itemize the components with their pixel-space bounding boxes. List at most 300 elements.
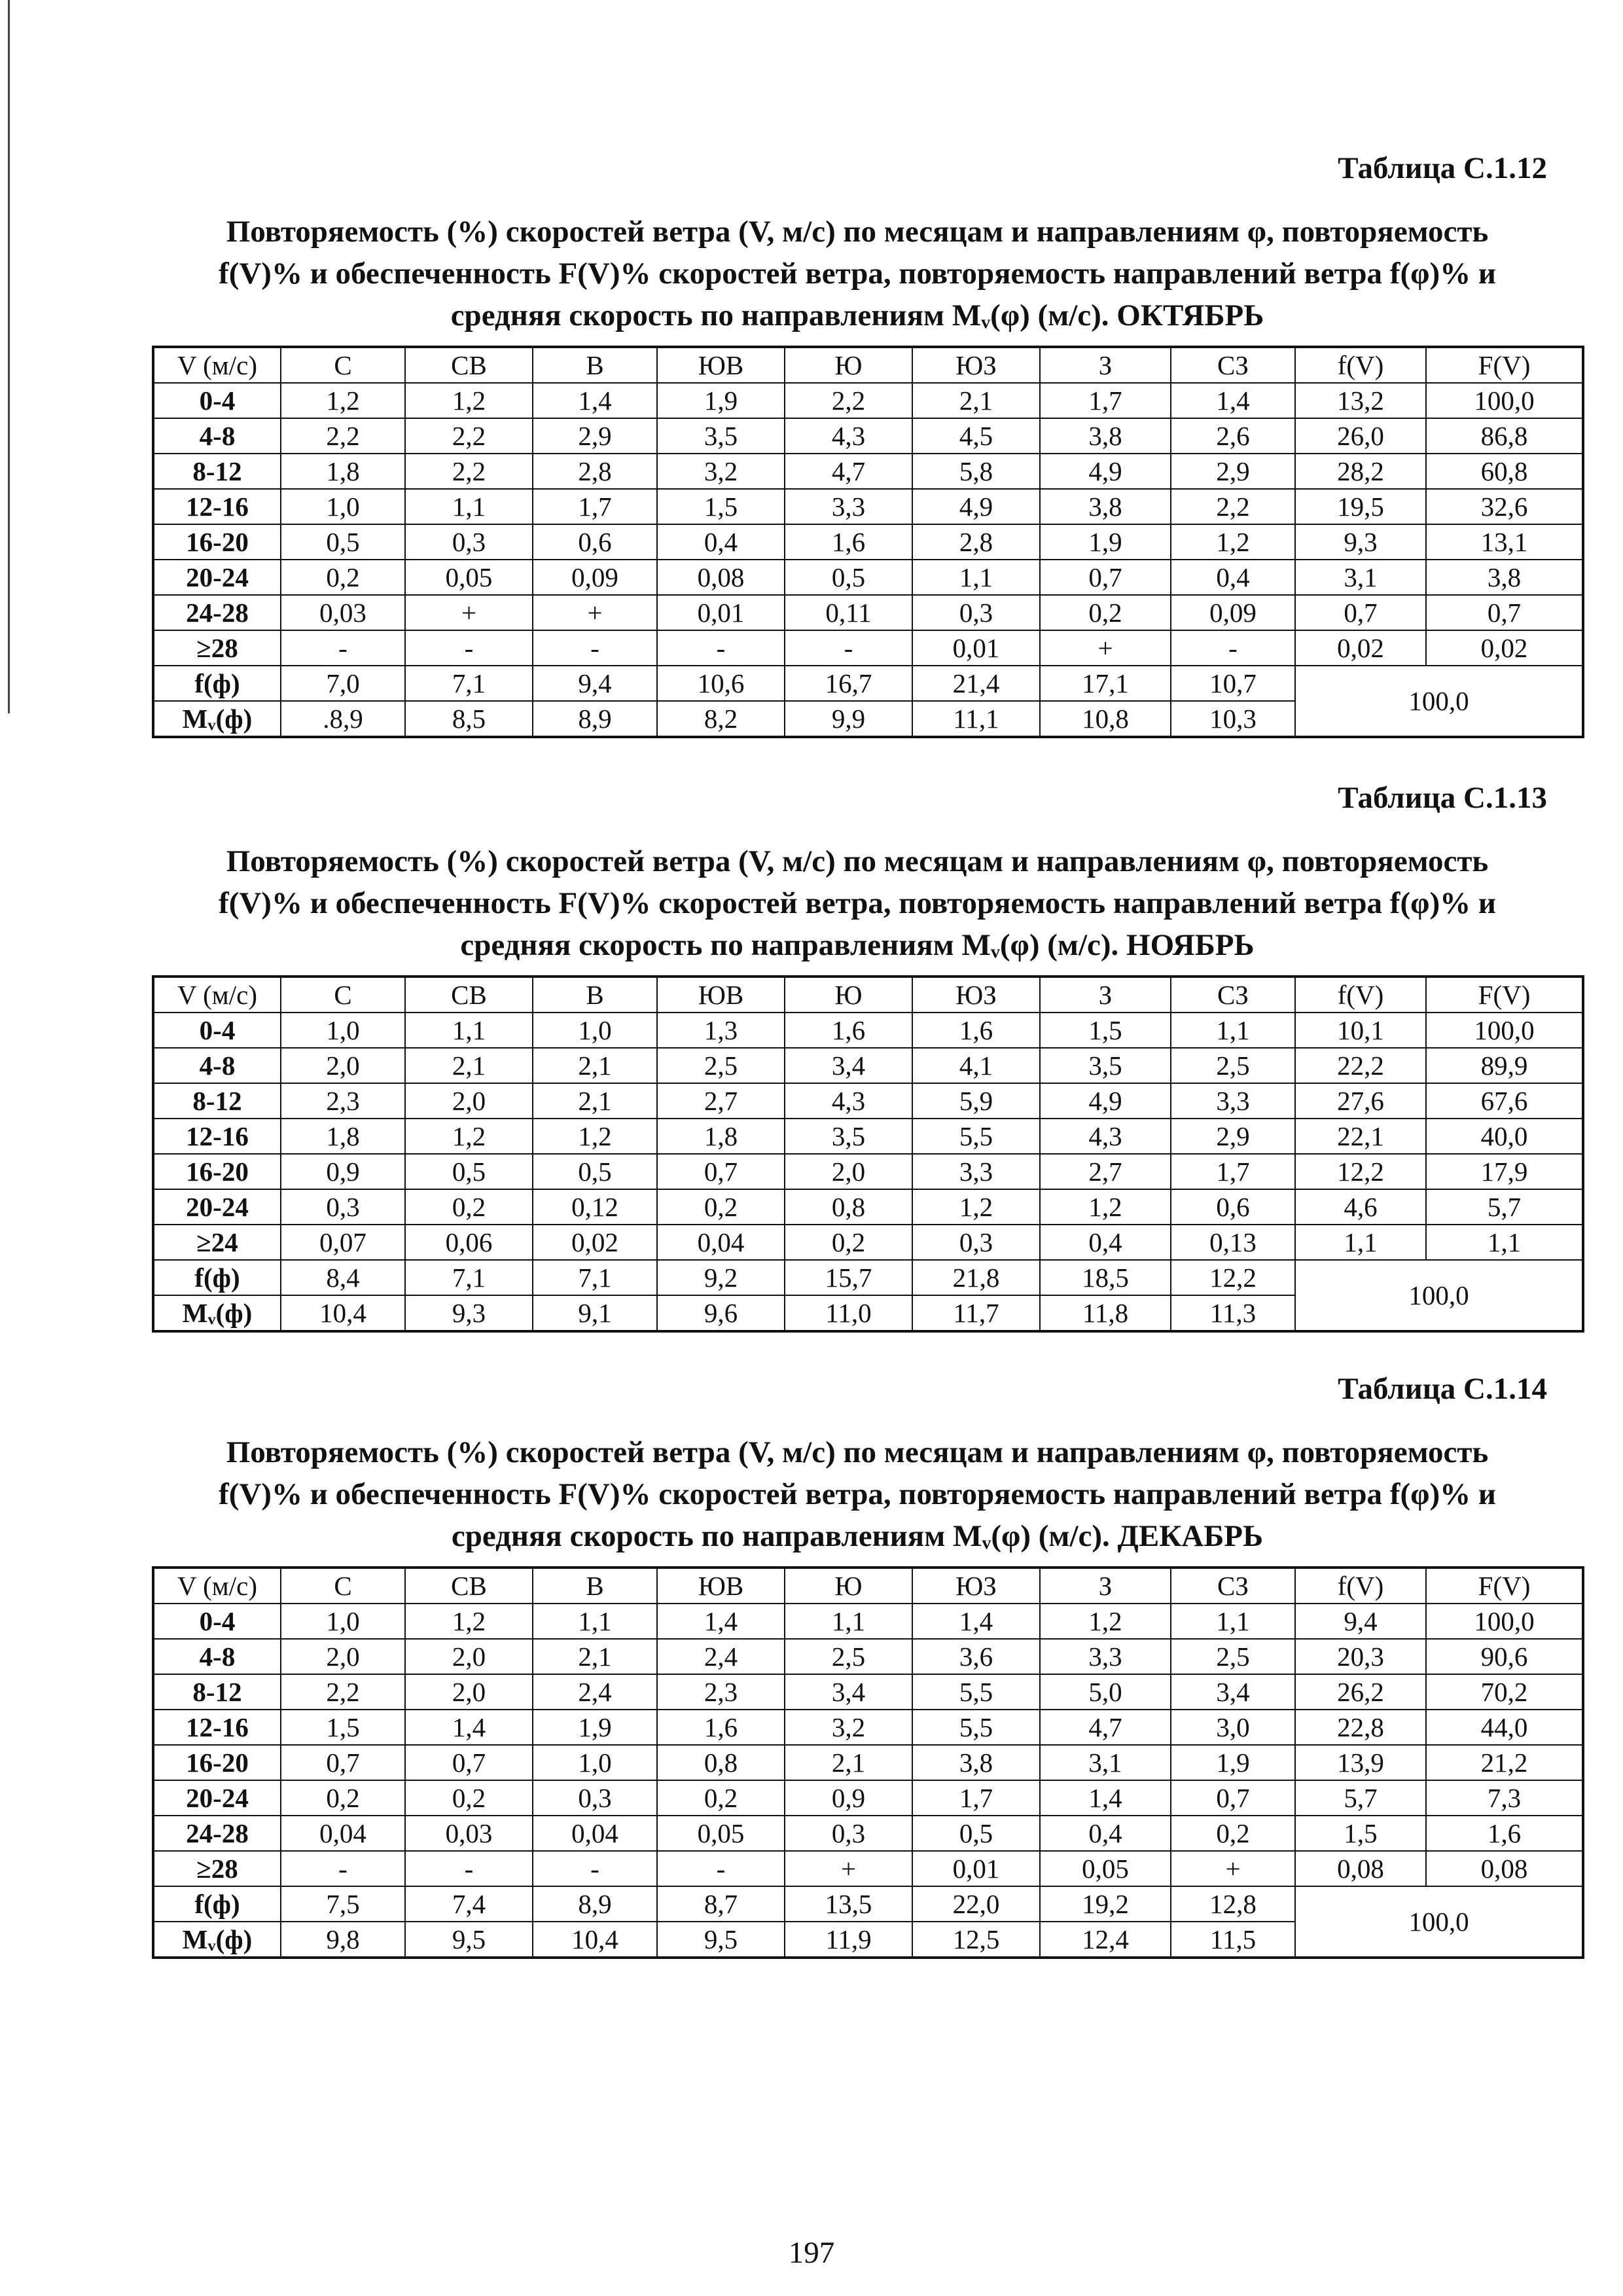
table-cell: 2,0 xyxy=(785,1154,912,1189)
table-cell: 11,3 xyxy=(1171,1295,1295,1331)
table-cell: - xyxy=(281,630,405,666)
table-cell: 11,1 xyxy=(912,701,1040,737)
table-cell: 9,2 xyxy=(657,1260,785,1295)
table-row xyxy=(153,1048,1583,1083)
table-cell: 2,6 xyxy=(1171,418,1295,454)
table-cell: 1,0 xyxy=(281,489,405,524)
table-cell: 0,3 xyxy=(912,1225,1040,1260)
table-cell: 1,4 xyxy=(533,383,657,418)
table-title xyxy=(164,1431,1551,1557)
table-cell: - xyxy=(1171,630,1295,666)
direction-frequency-row xyxy=(153,666,1583,701)
table-cell: 2,1 xyxy=(533,1083,657,1119)
table-row xyxy=(153,1710,1583,1745)
table-cell: 0,01 xyxy=(657,595,785,630)
title-line: средняя скорость по направлениям Mᵥ(φ) (м/с). ОКТЯБРЬ xyxy=(450,298,1264,332)
table-number: Таблица С.1.14 xyxy=(1338,1372,1547,1406)
table-cell: 10,1 xyxy=(1295,1013,1426,1048)
table-cell: 0,08 xyxy=(1426,1851,1583,1886)
table-cell: 3,4 xyxy=(1171,1674,1295,1710)
table-cell: 0,2 xyxy=(657,1780,785,1816)
table-cell: 0,11 xyxy=(785,595,912,630)
table-row xyxy=(153,383,1583,418)
table-cell: 1,8 xyxy=(281,1119,405,1154)
title-line: Повторяемость (%) скоростей ветра (V, м/с) по месяцам и направлениям φ, повторяемость xyxy=(226,215,1489,249)
table-cell: + xyxy=(533,595,657,630)
table-cell: 0,7 xyxy=(1295,595,1426,630)
table-cell: 8,7 xyxy=(657,1886,785,1922)
table-cell: 22,1 xyxy=(1295,1119,1426,1154)
table-cell: 9,1 xyxy=(533,1295,657,1331)
table-cell: 1,0 xyxy=(281,1604,405,1639)
title-line: средняя скорость по направлениям Mᵥ(φ) (м/с). НОЯБРЬ xyxy=(460,928,1255,962)
table-cell: 1,4 xyxy=(912,1604,1040,1639)
table-cell: 11,5 xyxy=(1171,1922,1295,1958)
table-cell: 60,8 xyxy=(1426,454,1583,489)
table-cell: 9,5 xyxy=(405,1922,533,1958)
table-cell: 3,1 xyxy=(1040,1745,1171,1780)
table-cell: 3,6 xyxy=(912,1639,1040,1674)
row-label: f(ф) xyxy=(153,1260,281,1295)
table-cell: 15,7 xyxy=(785,1260,912,1295)
table-cell: 0,2 xyxy=(281,560,405,595)
column-header: СВ xyxy=(405,977,533,1013)
table-cell: 1,2 xyxy=(1171,524,1295,560)
table-cell: 7,5 xyxy=(281,1886,405,1922)
table-cell: 0,04 xyxy=(281,1816,405,1851)
table-cell: 2,5 xyxy=(1171,1048,1295,1083)
table-cell: 1,7 xyxy=(1040,383,1171,418)
table-row xyxy=(153,1013,1583,1048)
table-cell: 2,4 xyxy=(657,1639,785,1674)
table-cell: 0,2 xyxy=(657,1189,785,1225)
table-cell: 40,0 xyxy=(1426,1119,1583,1154)
table-cell: 19,2 xyxy=(1040,1886,1171,1922)
table-row xyxy=(153,1745,1583,1780)
table-cell: 4,9 xyxy=(1040,454,1171,489)
table-cell: 1,2 xyxy=(912,1189,1040,1225)
column-header: С xyxy=(281,1568,405,1604)
table-cell: 3,4 xyxy=(785,1048,912,1083)
table-number: Таблица С.1.13 xyxy=(1338,781,1547,815)
table-cell: - xyxy=(405,630,533,666)
table-cell: 21,2 xyxy=(1426,1745,1583,1780)
table-cell: 0,01 xyxy=(912,630,1040,666)
table-cell: 1,4 xyxy=(1171,383,1295,418)
table-row xyxy=(153,1604,1583,1639)
table-row xyxy=(153,489,1583,524)
table-number: Таблица С.1.12 xyxy=(1338,151,1547,185)
table-cell: 0,4 xyxy=(1040,1225,1171,1260)
table-cell: 0,04 xyxy=(657,1225,785,1260)
table-cell: 1,2 xyxy=(1040,1604,1171,1639)
table-cell: 7,3 xyxy=(1426,1780,1583,1816)
table-cell: 3,1 xyxy=(1295,560,1426,595)
table-row xyxy=(153,1780,1583,1816)
table-cell: 2,1 xyxy=(533,1048,657,1083)
table-cell: 0,2 xyxy=(785,1225,912,1260)
table-cell: 3,5 xyxy=(1040,1048,1171,1083)
direction-frequency-row xyxy=(153,1260,1583,1295)
table-cell: 10,3 xyxy=(1171,701,1295,737)
table-cell: 1,1 xyxy=(1295,1225,1426,1260)
table-cell: 0,2 xyxy=(405,1189,533,1225)
table-cell: 3,2 xyxy=(785,1710,912,1745)
table-cell: 12,8 xyxy=(1171,1886,1295,1922)
table-cell: 1,5 xyxy=(1295,1816,1426,1851)
table-cell: 1,5 xyxy=(657,489,785,524)
speed-range-cell: 0-4 xyxy=(153,383,281,418)
column-header: F(V) xyxy=(1426,977,1583,1013)
table-cell: 2,0 xyxy=(281,1048,405,1083)
table-cell: 0,08 xyxy=(1295,1851,1426,1886)
table-cell: 0,6 xyxy=(533,524,657,560)
table-cell: 21,4 xyxy=(912,666,1040,701)
table-cell: 3,4 xyxy=(785,1674,912,1710)
table-cell: 3,5 xyxy=(785,1119,912,1154)
table-cell: 2,2 xyxy=(281,418,405,454)
table-cell: + xyxy=(1040,630,1171,666)
speed-range-cell: ≥28 xyxy=(153,1851,281,1886)
table-cell: 3,8 xyxy=(912,1745,1040,1780)
table-cell: 2,7 xyxy=(657,1083,785,1119)
column-header: СЗ xyxy=(1171,977,1295,1013)
table-cell: 0,12 xyxy=(533,1189,657,1225)
table-cell: 2,7 xyxy=(1040,1154,1171,1189)
scan-edge-line xyxy=(8,0,10,713)
speed-range-cell: 8-12 xyxy=(153,1083,281,1119)
column-header: СЗ xyxy=(1171,347,1295,383)
table-cell: 1,1 xyxy=(912,560,1040,595)
table-cell: 0,3 xyxy=(785,1816,912,1851)
title-line: средняя скорость по направлениям Mᵥ(φ) (м/с). ДЕКАБРЬ xyxy=(451,1519,1264,1553)
table-cell: 3,3 xyxy=(785,489,912,524)
speed-range-cell: 20-24 xyxy=(153,1780,281,1816)
table-cell: 1,2 xyxy=(281,383,405,418)
table-cell: 0,7 xyxy=(1040,560,1171,595)
table-cell: 0,02 xyxy=(1426,630,1583,666)
table-cell: 1,0 xyxy=(533,1745,657,1780)
table-cell: 0,03 xyxy=(281,595,405,630)
table-cell: 11,9 xyxy=(785,1922,912,1958)
table-cell: 4,9 xyxy=(1040,1083,1171,1119)
speed-range-cell: 12-16 xyxy=(153,1119,281,1154)
table-cell: 4,9 xyxy=(912,489,1040,524)
column-header: СЗ xyxy=(1171,1568,1295,1604)
table-cell: 4,3 xyxy=(785,1083,912,1119)
table-cell: .8,9 xyxy=(281,701,405,737)
speed-range-cell: 12-16 xyxy=(153,1710,281,1745)
column-header: f(V) xyxy=(1295,347,1426,383)
table-cell: 0,3 xyxy=(405,524,533,560)
table-cell: 0,07 xyxy=(281,1225,405,1260)
table-row xyxy=(153,630,1583,666)
table-cell: 2,9 xyxy=(533,418,657,454)
speed-range-cell: 0-4 xyxy=(153,1013,281,1048)
column-header: ЮВ xyxy=(657,977,785,1013)
table-cell: 8,9 xyxy=(533,1886,657,1922)
table-cell: 22,8 xyxy=(1295,1710,1426,1745)
table-cell: 22,0 xyxy=(912,1886,1040,1922)
table-cell: 1,2 xyxy=(1040,1189,1171,1225)
table-cell: 7,1 xyxy=(405,666,533,701)
title-line: f(V)% и обеспеченность F(V)% скоростей ветра, повторяемость направлений ветра f(φ)% и xyxy=(219,1477,1496,1511)
table-cell: 9,8 xyxy=(281,1922,405,1958)
table-cell: 89,9 xyxy=(1426,1048,1583,1083)
direction-frequency-row xyxy=(153,1886,1583,1922)
table-cell: 5,5 xyxy=(912,1674,1040,1710)
table-cell: 5,5 xyxy=(912,1710,1040,1745)
table-cell: 0,02 xyxy=(533,1225,657,1260)
table-cell: 9,4 xyxy=(1295,1604,1426,1639)
table-cell: 12,5 xyxy=(912,1922,1040,1958)
table-cell: 1,2 xyxy=(405,1604,533,1639)
table-cell: 2,3 xyxy=(281,1083,405,1119)
table-cell: 0,06 xyxy=(405,1225,533,1260)
table-cell: 0,4 xyxy=(1171,560,1295,595)
table-cell: 100,0 xyxy=(1426,383,1583,418)
table-cell: - xyxy=(533,630,657,666)
table-cell: 1,1 xyxy=(533,1604,657,1639)
table-cell: 2,2 xyxy=(1171,489,1295,524)
speed-range-cell: ≥28 xyxy=(153,630,281,666)
table-cell: 0,7 xyxy=(1426,595,1583,630)
table-cell: 2,2 xyxy=(405,454,533,489)
table-cell: 1,1 xyxy=(1171,1013,1295,1048)
table-cell: 13,9 xyxy=(1295,1745,1426,1780)
table-cell: 3,8 xyxy=(1426,560,1583,595)
table-cell: 2,1 xyxy=(785,1745,912,1780)
table-cell: 1,7 xyxy=(912,1780,1040,1816)
table-cell: 17,9 xyxy=(1426,1154,1583,1189)
column-header: С xyxy=(281,347,405,383)
table-cell: 3,0 xyxy=(1171,1710,1295,1745)
table-cell: 11,7 xyxy=(912,1295,1040,1331)
table-row xyxy=(153,1154,1583,1189)
table-cell: 1,0 xyxy=(281,1013,405,1048)
table-cell: 86,8 xyxy=(1426,418,1583,454)
column-header: f(V) xyxy=(1295,977,1426,1013)
table-cell: 0,7 xyxy=(1171,1780,1295,1816)
speed-range-cell: ≥24 xyxy=(153,1225,281,1260)
table-cell: 1,5 xyxy=(281,1710,405,1745)
table-cell: 9,4 xyxy=(533,666,657,701)
table-cell: 1,3 xyxy=(657,1013,785,1048)
table-cell: 12,2 xyxy=(1295,1154,1426,1189)
table-cell: 1,1 xyxy=(785,1604,912,1639)
table-cell: 3,3 xyxy=(912,1154,1040,1189)
table-cell: 0,8 xyxy=(785,1189,912,1225)
table-cell: 1,6 xyxy=(657,1710,785,1745)
table-cell: 7,1 xyxy=(533,1260,657,1295)
table-row xyxy=(153,454,1583,489)
table-cell: 13,1 xyxy=(1426,524,1583,560)
table-cell: 0,3 xyxy=(281,1189,405,1225)
table-cell: 4,3 xyxy=(1040,1119,1171,1154)
table-cell: 1,5 xyxy=(1040,1013,1171,1048)
table-cell: 4,1 xyxy=(912,1048,1040,1083)
table-cell: 5,5 xyxy=(912,1119,1040,1154)
column-header: ЮВ xyxy=(657,1568,785,1604)
speed-range-cell: 12-16 xyxy=(153,489,281,524)
table-cell: 2,5 xyxy=(785,1639,912,1674)
table-cell: 9,3 xyxy=(1295,524,1426,560)
table-title xyxy=(164,211,1551,336)
table-cell: 8,2 xyxy=(657,701,785,737)
table-cell: 2,2 xyxy=(405,418,533,454)
table-cell: 1,7 xyxy=(533,489,657,524)
table-cell: 0,2 xyxy=(281,1780,405,1816)
table-cell: 1,9 xyxy=(1171,1745,1295,1780)
speed-range-cell: 16-20 xyxy=(153,1745,281,1780)
title-line: Повторяемость (%) скоростей ветра (V, м/с) по месяцам и направлениям φ, повторяемость xyxy=(226,1435,1489,1469)
table-cell: 0,09 xyxy=(533,560,657,595)
speed-range-cell: 8-12 xyxy=(153,454,281,489)
table-cell: 1,4 xyxy=(405,1710,533,1745)
table-cell: 32,6 xyxy=(1426,489,1583,524)
table-cell: 1,7 xyxy=(1171,1154,1295,1189)
table-cell: 0,03 xyxy=(405,1816,533,1851)
table-cell: 0,05 xyxy=(657,1816,785,1851)
table-cell: 11,8 xyxy=(1040,1295,1171,1331)
table-cell: 2,2 xyxy=(785,383,912,418)
table-cell: 0,3 xyxy=(912,595,1040,630)
table-cell: 0,5 xyxy=(785,560,912,595)
table-cell: 2,1 xyxy=(912,383,1040,418)
table-row xyxy=(153,1119,1583,1154)
table-cell: 1,2 xyxy=(405,383,533,418)
column-header: СВ xyxy=(405,347,533,383)
table-row xyxy=(153,1083,1583,1119)
table-cell: 7,1 xyxy=(405,1260,533,1295)
title-line: f(V)% и обеспеченность F(V)% скоростей ветра, повторяемость направлений ветра f(φ)% и xyxy=(219,886,1496,920)
table-cell: 5,0 xyxy=(1040,1674,1171,1710)
table-cell: 1,1 xyxy=(1426,1225,1583,1260)
table-cell: 1,9 xyxy=(657,383,785,418)
table-row xyxy=(153,595,1583,630)
row-label: Mᵥ(ф) xyxy=(153,701,281,737)
table-cell: 9,9 xyxy=(785,701,912,737)
table-cell: 4,7 xyxy=(785,454,912,489)
table-row xyxy=(153,560,1583,595)
column-header: Ю xyxy=(785,977,912,1013)
table-cell: 4,5 xyxy=(912,418,1040,454)
title-line: f(V)% и обеспеченность F(V)% скоростей ветра, повторяемость направлений ветра f(φ)% и xyxy=(219,257,1496,291)
column-header: В xyxy=(533,1568,657,1604)
table-cell: 1,8 xyxy=(657,1119,785,1154)
column-header: V (м/с) xyxy=(153,347,281,383)
column-header: ЮЗ xyxy=(912,977,1040,1013)
table-cell: 8,9 xyxy=(533,701,657,737)
table-cell: 28,2 xyxy=(1295,454,1426,489)
table-cell: 0,5 xyxy=(405,1154,533,1189)
table-cell: 2,1 xyxy=(405,1048,533,1083)
column-header: ЮВ xyxy=(657,347,785,383)
table-cell: 22,2 xyxy=(1295,1048,1426,1083)
table-cell: 18,5 xyxy=(1040,1260,1171,1295)
table-cell: + xyxy=(1171,1851,1295,1886)
column-header: Ю xyxy=(785,347,912,383)
table-title xyxy=(164,840,1551,966)
column-header: V (м/с) xyxy=(153,977,281,1013)
table-cell: 4,7 xyxy=(1040,1710,1171,1745)
header-row xyxy=(153,1568,1583,1604)
table-cell: 26,2 xyxy=(1295,1674,1426,1710)
speed-range-cell: 24-28 xyxy=(153,1816,281,1851)
table-cell: 1,0 xyxy=(533,1013,657,1048)
table-cell: 1,9 xyxy=(533,1710,657,1745)
table-cell: 19,5 xyxy=(1295,489,1426,524)
wind-table xyxy=(152,1566,1584,1959)
table-cell: 2,2 xyxy=(281,1674,405,1710)
table-cell: 0,05 xyxy=(405,560,533,595)
column-header: F(V) xyxy=(1426,347,1583,383)
table-cell: 100,0 xyxy=(1426,1604,1583,1639)
table-cell: 2,9 xyxy=(1171,454,1295,489)
table-cell: 9,6 xyxy=(657,1295,785,1331)
table-cell: 9,3 xyxy=(405,1295,533,1331)
speed-range-cell: 16-20 xyxy=(153,524,281,560)
speed-range-cell: 4-8 xyxy=(153,1639,281,1674)
page-number: 197 xyxy=(788,2236,835,2270)
table-cell: 0,4 xyxy=(1040,1816,1171,1851)
table-row xyxy=(153,1851,1583,1886)
table-cell: + xyxy=(405,595,533,630)
table-cell: 0,13 xyxy=(1171,1225,1295,1260)
table-cell: 4,3 xyxy=(785,418,912,454)
table-row xyxy=(153,1189,1583,1225)
table-cell: 3,8 xyxy=(1040,418,1171,454)
table-cell: 0,5 xyxy=(281,524,405,560)
table-cell: - xyxy=(657,1851,785,1886)
table-cell: 0,3 xyxy=(533,1780,657,1816)
table-cell: 2,1 xyxy=(533,1639,657,1674)
row-label: Mᵥ(ф) xyxy=(153,1295,281,1331)
table-cell: 0,7 xyxy=(281,1745,405,1780)
table-cell: 17,1 xyxy=(1040,666,1171,701)
table-cell: 1,6 xyxy=(912,1013,1040,1048)
table-cell: 27,6 xyxy=(1295,1083,1426,1119)
table-cell: 0,8 xyxy=(657,1745,785,1780)
table-cell: 3,3 xyxy=(1171,1083,1295,1119)
table-cell: 13,2 xyxy=(1295,383,1426,418)
table-cell: 3,2 xyxy=(657,454,785,489)
title-line: Повторяемость (%) скоростей ветра (V, м/с) по месяцам и направлениям φ, повторяемость xyxy=(226,844,1489,878)
table-cell: 5,8 xyxy=(912,454,1040,489)
table-cell: 21,8 xyxy=(912,1260,1040,1295)
total-cell: 100,0 xyxy=(1295,1886,1583,1958)
speed-range-cell: 8-12 xyxy=(153,1674,281,1710)
table-cell: - xyxy=(405,1851,533,1886)
table-cell: 2,9 xyxy=(1171,1119,1295,1154)
table-cell: 20,3 xyxy=(1295,1639,1426,1674)
table-row xyxy=(153,524,1583,560)
wind-table xyxy=(152,975,1584,1333)
table-cell: + xyxy=(785,1851,912,1886)
table-cell: 0,5 xyxy=(533,1154,657,1189)
table-cell: 1,2 xyxy=(405,1119,533,1154)
table-cell: 1,1 xyxy=(1171,1604,1295,1639)
table-cell: 0,2 xyxy=(1040,595,1171,630)
total-cell: 100,0 xyxy=(1295,666,1583,737)
table-cell: - xyxy=(785,630,912,666)
table-cell: 100,0 xyxy=(1426,1013,1583,1048)
column-header: ЮЗ xyxy=(912,1568,1040,1604)
table-cell: 7,4 xyxy=(405,1886,533,1922)
table-cell: 10,4 xyxy=(533,1922,657,1958)
table-row xyxy=(153,1639,1583,1674)
table-cell: 2,4 xyxy=(533,1674,657,1710)
